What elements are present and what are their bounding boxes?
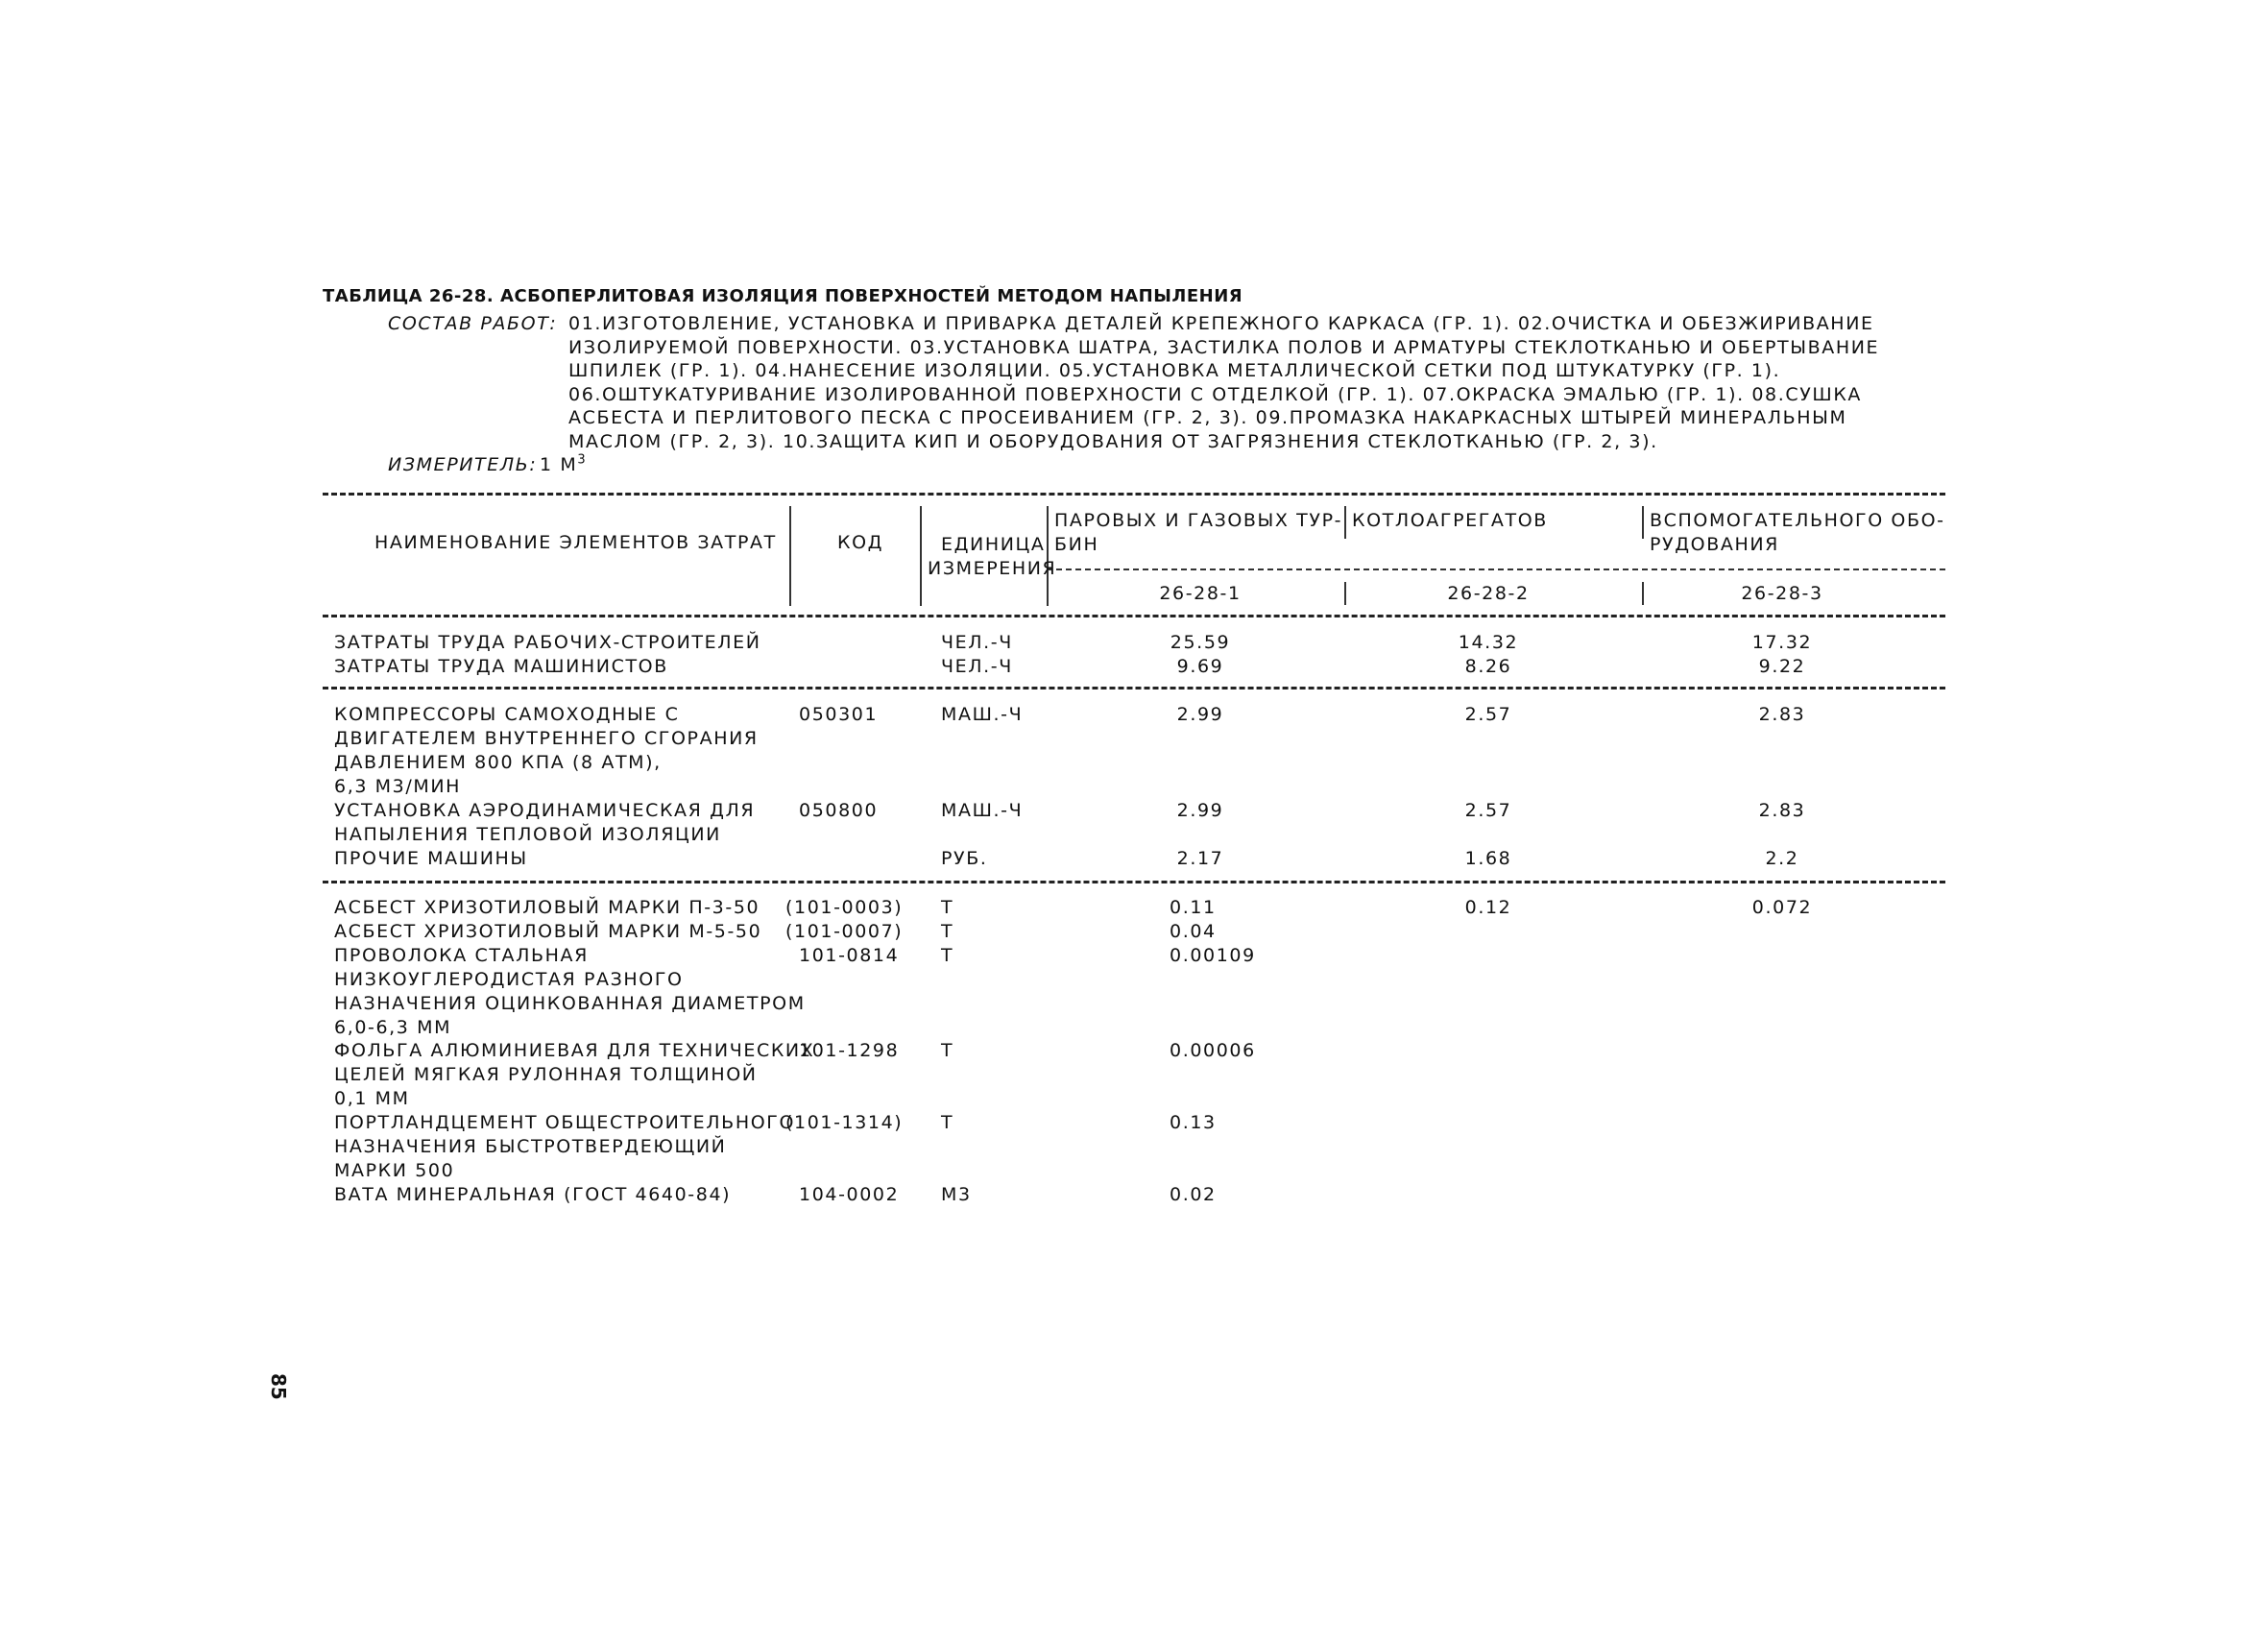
machine-value-1: 2.17: [1176, 848, 1224, 869]
col-divider: [789, 506, 791, 606]
header-col1-1: ПАРОВЫХ И ГАЗОВЫХ ТУР-: [1054, 510, 1343, 531]
material-unit: Т: [941, 1112, 954, 1133]
material-name: НАЗНАЧЕНИЯ ОЦИНКОВАННАЯ ДИАМЕТРОМ: [334, 993, 806, 1014]
col-divider: [1344, 582, 1346, 605]
measure-label: ИЗМЕРИТЕЛЬ:: [388, 454, 538, 475]
composition-line: 01.ИЗГОТОВЛЕНИЕ, УСТАНОВКА И ПРИВАРКА ДЕТАЛЕЙ КРЕПЕЖНОГО КАРКАСА (ГР. 1). 02.ОЧИСТКА И ОБЕЗЖИРИВАНИЕ: [568, 313, 1874, 334]
header-col2-1: КОТЛОАГРЕГАТОВ: [1352, 510, 1548, 531]
page-number: 85: [267, 1373, 290, 1400]
material-unit: Т: [941, 1040, 954, 1061]
header-unit-2: ИЗМЕРЕНИЯ: [928, 558, 1057, 579]
machine-name: ДВИГАТЕЛЕМ ВНУТРЕННЕГО СГОРАНИЯ: [334, 728, 759, 749]
machine-name: 6,3 М3/МИН: [334, 776, 462, 797]
header-col2-code: 26-28-2: [1447, 583, 1530, 604]
labor-unit: ЧЕЛ.-Ч: [941, 656, 1013, 677]
section-rule: [323, 881, 1945, 883]
material-name: МАРКИ 500: [334, 1160, 455, 1181]
material-name: 0,1 ММ: [334, 1088, 410, 1109]
material-value-1: 0.11: [1170, 897, 1217, 918]
material-value-1: 0.13: [1170, 1112, 1217, 1133]
material-name: НАЗНАЧЕНИЯ БЫСТРОТВЕРДЕЮЩИЙ: [334, 1136, 727, 1157]
material-code: (101-0007): [785, 921, 904, 942]
material-code: (101-1314): [785, 1112, 904, 1133]
machine-unit: МАШ.-Ч: [941, 800, 1024, 821]
measure-unit-exponent: 3: [577, 452, 588, 468]
header-code: КОД: [837, 532, 884, 553]
machine-value-2: 2.57: [1464, 704, 1512, 725]
labor-value-1: 25.59: [1170, 632, 1231, 653]
material-name: ФОЛЬГА АЛЮМИНИЕВАЯ ДЛЯ ТЕХНИЧЕСКИХ: [334, 1040, 815, 1061]
measure-unit: 1 М: [540, 454, 578, 475]
header-col1-2: БИН: [1054, 534, 1099, 555]
machine-name: УСТАНОВКА АЭРОДИНАМИЧЕСКАЯ ДЛЯ: [334, 800, 756, 821]
composition-line: МАСЛОМ (ГР. 2, 3). 10.ЗАЩИТА КИП И ОБОРУДОВАНИЯ ОТ ЗАГРЯЗНЕНИЯ СТЕКЛОТКАНЬЮ (ГР. 2, 3).: [568, 430, 1658, 452]
material-value-1: 0.00109: [1170, 945, 1256, 966]
material-code: 101-0814: [799, 945, 900, 966]
material-name: 6,0-6,3 ММ: [334, 1017, 452, 1038]
header-unit-1: ЕДИНИЦА: [941, 534, 1046, 555]
material-name: ВАТА МИНЕРАЛЬНАЯ (ГОСТ 4640-84): [334, 1184, 732, 1205]
machine-value-2: 1.68: [1464, 848, 1512, 869]
machine-name: НАПЫЛЕНИЯ ТЕПЛОВОЙ ИЗОЛЯЦИИ: [334, 824, 721, 845]
composition-line: ИЗОЛИРУЕМОЙ ПОВЕРХНОСТИ. 03.УСТАНОВКА ШАТРА, ЗАСТИЛКА ПОЛОВ И АРМАТУРЫ СТЕКЛОТКАНЬЮ И ОБЕРТЫВАНИЕ: [568, 336, 1880, 358]
machine-name: ДАВЛЕНИЕМ 800 КПА (8 АТМ),: [334, 752, 662, 773]
machine-value-2: 2.57: [1464, 800, 1512, 821]
material-name: ПРОВОЛОКА СТАЛЬНАЯ: [334, 945, 589, 966]
machine-code: 050301: [799, 704, 879, 725]
col-divider: [1344, 506, 1346, 539]
material-value-2: 0.12: [1464, 897, 1512, 918]
material-value-1: 0.02: [1170, 1184, 1217, 1205]
material-value-1: 0.00006: [1170, 1040, 1256, 1061]
header-top-rule: [323, 493, 1945, 496]
machine-value-3: 2.2: [1765, 848, 1799, 869]
header-col3-code: 26-28-3: [1741, 583, 1823, 604]
machine-unit: МАШ.-Ч: [941, 704, 1024, 725]
material-name: ПОРТЛАНДЦЕМЕНТ ОБЩЕСТРОИТЕЛЬНОГО: [334, 1112, 795, 1133]
machine-code: 050800: [799, 800, 879, 821]
labor-value-2: 8.26: [1464, 656, 1512, 677]
material-unit: М3: [941, 1184, 972, 1205]
material-unit: Т: [941, 945, 954, 966]
header-bottom-rule: [323, 615, 1945, 617]
machine-name: КОМПРЕССОРЫ САМОХОДНЫЕ С: [334, 704, 680, 725]
header-name: НАИМЕНОВАНИЕ ЭЛЕМЕНТОВ ЗАТРАТ: [374, 532, 777, 553]
col-divider: [1642, 506, 1644, 539]
labor-value-3: 9.22: [1758, 656, 1806, 677]
labor-value-3: 17.32: [1751, 632, 1813, 653]
material-code: 101-1298: [799, 1040, 900, 1061]
material-value-3: 0.072: [1751, 897, 1813, 918]
material-name: НИЗКОУГЛЕРОДИСТАЯ РАЗНОГО: [334, 969, 684, 990]
machine-unit: РУБ.: [941, 848, 988, 869]
header-col1-code: 26-28-1: [1159, 583, 1242, 604]
header-mid-rule: [1047, 568, 1945, 570]
composition-line: ШПИЛЕК (ГР. 1). 04.НАНЕСЕНИЕ ИЗОЛЯЦИИ. 05.УСТАНОВКА МЕТАЛЛИЧЕСКОЙ СЕТКИ ПОД ШТУКАТУРКУ (ГР. 1).: [568, 360, 1781, 381]
labor-name: ЗАТРАТЫ ТРУДА РАБОЧИХ-СТРОИТЕЛЕЙ: [334, 632, 761, 653]
measure-value: [540, 453, 587, 477]
col-divider: [920, 506, 922, 606]
header-col3-1: ВСПОМОГАТЕЛЬНОГО ОБО-: [1650, 510, 1945, 531]
composition-line: АСБЕСТА И ПЕРЛИТОВОГО ПЕСКА С ПРОСЕИВАНИЕМ (ГР. 2, 3). 09.ПРОМАЗКА НАКАРКАСНЫХ ШТЫРЕЙ МИНЕРАЛЬНЫМ: [568, 407, 1847, 428]
material-unit: Т: [941, 921, 954, 942]
material-code: (101-0003): [785, 897, 904, 918]
material-name: АСБЕСТ ХРИЗОТИЛОВЫЙ МАРКИ М-5-50: [334, 921, 762, 942]
labor-value-1: 9.69: [1176, 656, 1224, 677]
col-divider: [1047, 506, 1049, 606]
col-divider: [1642, 582, 1644, 605]
material-name: АСБЕСТ ХРИЗОТИЛОВЫЙ МАРКИ П-3-50: [334, 897, 760, 918]
material-code: 104-0002: [799, 1184, 900, 1205]
machine-value-1: 2.99: [1176, 704, 1224, 725]
machine-value-1: 2.99: [1176, 800, 1224, 821]
labor-unit: ЧЕЛ.-Ч: [941, 632, 1013, 653]
labor-name: ЗАТРАТЫ ТРУДА МАШИНИСТОВ: [334, 656, 668, 677]
material-name: ЦЕЛЕЙ МЯГКАЯ РУЛОННАЯ ТОЛЩИНОЙ: [334, 1064, 758, 1085]
material-value-1: 0.04: [1170, 921, 1217, 942]
table-title: ТАБЛИЦА 26-28. АСБОПЕРЛИТОВАЯ ИЗОЛЯЦИЯ ПОВЕРХНОСТЕЙ МЕТОДОМ НАПЫЛЕНИЯ: [323, 286, 1243, 306]
machine-value-3: 2.83: [1758, 704, 1806, 725]
section-rule: [323, 687, 1945, 689]
header-col3-2: РУДОВАНИЯ: [1650, 534, 1779, 555]
labor-value-2: 14.32: [1458, 632, 1519, 653]
material-unit: Т: [941, 897, 954, 918]
composition-line: 06.ОШТУКАТУРИВАНИЕ ИЗОЛИРОВАННОЙ ПОВЕРХНОСТИ С ОТДЕЛКОЙ (ГР. 1). 07.ОКРАСКА ЭМАЛЬЮ (ГР. 1). 08.СУШКА: [568, 383, 1863, 405]
composition-label: СОСТАВ РАБОТ:: [388, 313, 558, 334]
machine-value-3: 2.83: [1758, 800, 1806, 821]
machine-name: ПРОЧИЕ МАШИНЫ: [334, 848, 528, 869]
